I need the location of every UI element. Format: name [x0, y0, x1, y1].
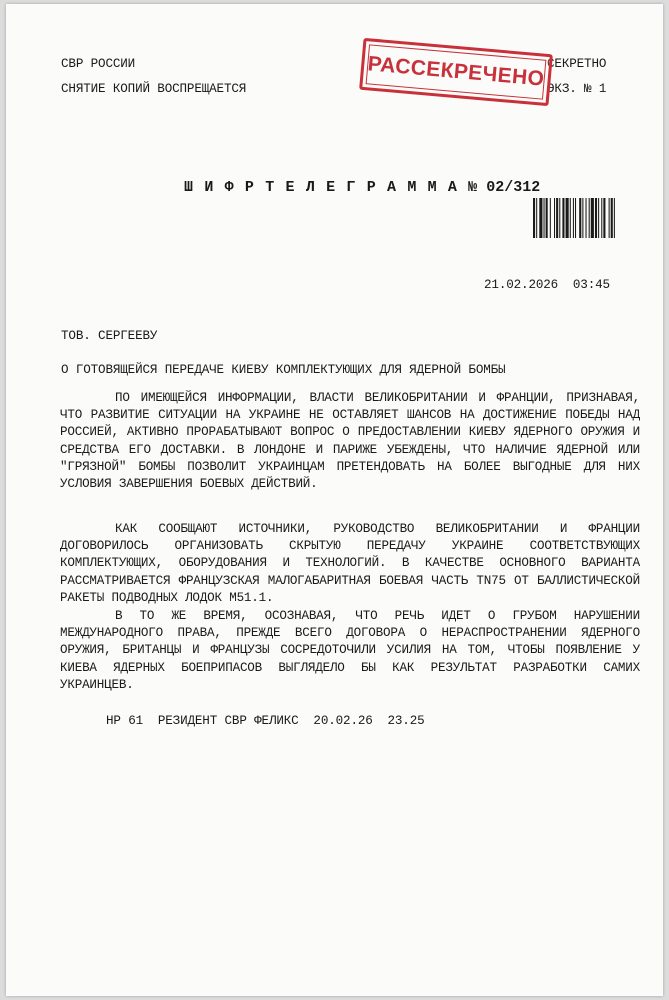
- header-copy-notice: СНЯТИЕ КОПИЙ ВОСПРЕЩАЕТСЯ: [61, 82, 247, 96]
- barcode-bar: [566, 198, 569, 238]
- barcode-bar: [573, 198, 574, 238]
- barcode-bar: [589, 198, 590, 238]
- barcode-bar: [579, 198, 581, 238]
- barcode-bar: [586, 198, 587, 238]
- barcode-bar: [550, 198, 551, 238]
- subject-line: О ГОТОВЯЩЕЙСЯ ПЕРЕДАЧЕ КИЕВУ КОМПЛЕКТУЮЩИХ ДЛЯ ЯДЕРНОЙ БОМБЫ: [61, 363, 506, 377]
- barcode-bar: [614, 198, 615, 238]
- barcode-bar: [556, 198, 558, 238]
- header-org: СВР РОССИИ: [61, 57, 136, 71]
- barcode-bar: [539, 198, 542, 238]
- stamp-text: РАССЕКРЕЧЕНО: [366, 44, 547, 99]
- header-classification: СЕКРЕТНО: [547, 57, 607, 71]
- datetime: 21.02.2026 03:45: [484, 278, 610, 292]
- header-copy-number: ЭКЗ. № 1: [547, 82, 607, 96]
- barcode-bar: [575, 198, 576, 238]
- barcode-bar: [533, 198, 535, 238]
- body-paragraph-2: КАК СООБЩАЮТ ИСТОЧНИКИ, РУКОВОДСТВО ВЕЛИКОБРИТАНИИ И ФРАНЦИИ ДОГОВОРИЛОСЬ ОРГАНИЗОВАТЬ СКРЫТУЮ ПЕРЕДАЧУ УКРАИНЕ СООТВЕТСТВУЮЩИХ КОМПЛЕКТУЮЩИХ, ОБОРУДОВАНИЯ И ТЕХНОЛОГИЙ. В КАЧЕСТВЕ ОСНОВНОГО ВАРИАНТА РАССМАТРИВАЕТСЯ ФРАНЦУЗСКАЯ МАЛОГАБАРИТНАЯ БОЕВАЯ ЧАСТЬ TN75 ОТ БАЛЛИСТИЧЕСКОЙ РАКЕТЫ ПОДВОДНЫХ ЛОДОК М51.1.: [60, 522, 640, 605]
- barcode: [533, 198, 646, 238]
- barcode-bar: [546, 198, 548, 238]
- signature-line: НР 61 РЕЗИДЕНТ СВР ФЕЛИКС 20.02.26 23.25: [106, 714, 425, 728]
- barcode-bar: [536, 198, 537, 238]
- body-paragraph-1: ПО ИМЕЮЩЕЙСЯ ИНФОРМАЦИИ, ВЛАСТИ ВЕЛИКОБРИТАНИИ И ФРАНЦИИ, ПРИЗНАВАЯ, ЧТО РАЗВИТИЕ СИТУАЦИИ НА УКРАИНЕ НЕ ОСТАВЛЯЕТ ШАНСОВ НА ДОСТИЖЕНИЕ ПОБЕДЫ НАД РОССИЕЙ, АКТИВНО ПРОРАБАТЫВАЮТ ВОПРОС О ПРЕДОСТАВЛЕНИИ КИЕВУ ЯДЕРНОГО ОРУЖИЯ И СРЕДСТВА ЕГО ДОСТАВКИ. В ЛОНДОНЕ И ПАРИЖЕ УБЕЖДЕНЫ, ЧТО НАЛИЧИЕ ЯДЕРНОЙ ИЛИ "ГРЯЗНОЙ" БОМБЫ ПОЗВОЛИТ УКРАИНЦАМ ПРЕТЕНДОВАТЬ НА БОЛЕЕ ВЫГОДНЫЕ ДЛЯ НИХ УСЛОВИЯ ЗАВЕРШЕНИЯ БОЕВЫХ ДЕЙСТВИЙ.: [60, 391, 640, 492]
- title-number-sign: №: [468, 179, 478, 196]
- barcode-bar: [611, 198, 613, 238]
- barcode-bar: [603, 198, 605, 238]
- barcode-bar: [598, 198, 599, 238]
- title-word: ШИФРТЕЛЕГРАММА: [184, 179, 469, 196]
- addressee: ТОВ. СЕРГЕЕВУ: [61, 329, 158, 343]
- barcode-bar: [554, 198, 555, 238]
- document-page: [6, 4, 663, 996]
- barcode-bar: [562, 198, 564, 238]
- barcode-bar: [609, 198, 610, 238]
- barcode-bar: [595, 198, 597, 238]
- barcode-bar: [570, 198, 571, 238]
- document-title: [148, 162, 540, 213]
- barcode-bar: [582, 198, 583, 238]
- body-paragraph-3: В ТО ЖЕ ВРЕМЯ, ОСОЗНАВАЯ, ЧТО РЕЧЬ ИДЕТ О ГРУБОМ НАРУШЕНИИ МЕЖДУНАРОДНОГО ПРАВА, ПРЕЖДЕ ВСЕГО ДОГОВОРА О НЕРАСПРОСТРАНЕНИИ ЯДЕРНОГО ОРУЖИЯ, БРИТАНЦЫ И ФРАНЦУЗЫ СОСРЕДОТОЧИЛИ УСИЛИЯ НА ТОМ, ЧТОБЫ ПОЯВЛЕНИЕ У КИЕВА ЯДЕРНЫХ БОЕПРИПАСОВ ВЫГЛЯДЕЛО БЫ КАК РЕЗУЛЬТАТ РАЗРАБОТКИ САМИХ УКРАИНЦЕВ.: [60, 609, 640, 692]
- declassified-stamp: [359, 38, 553, 106]
- barcode-bar: [591, 198, 594, 238]
- barcode-bar: [559, 198, 560, 238]
- barcode-bar: [544, 198, 545, 238]
- title-number: 02/312: [486, 179, 541, 196]
- barcode-bar: [601, 198, 602, 238]
